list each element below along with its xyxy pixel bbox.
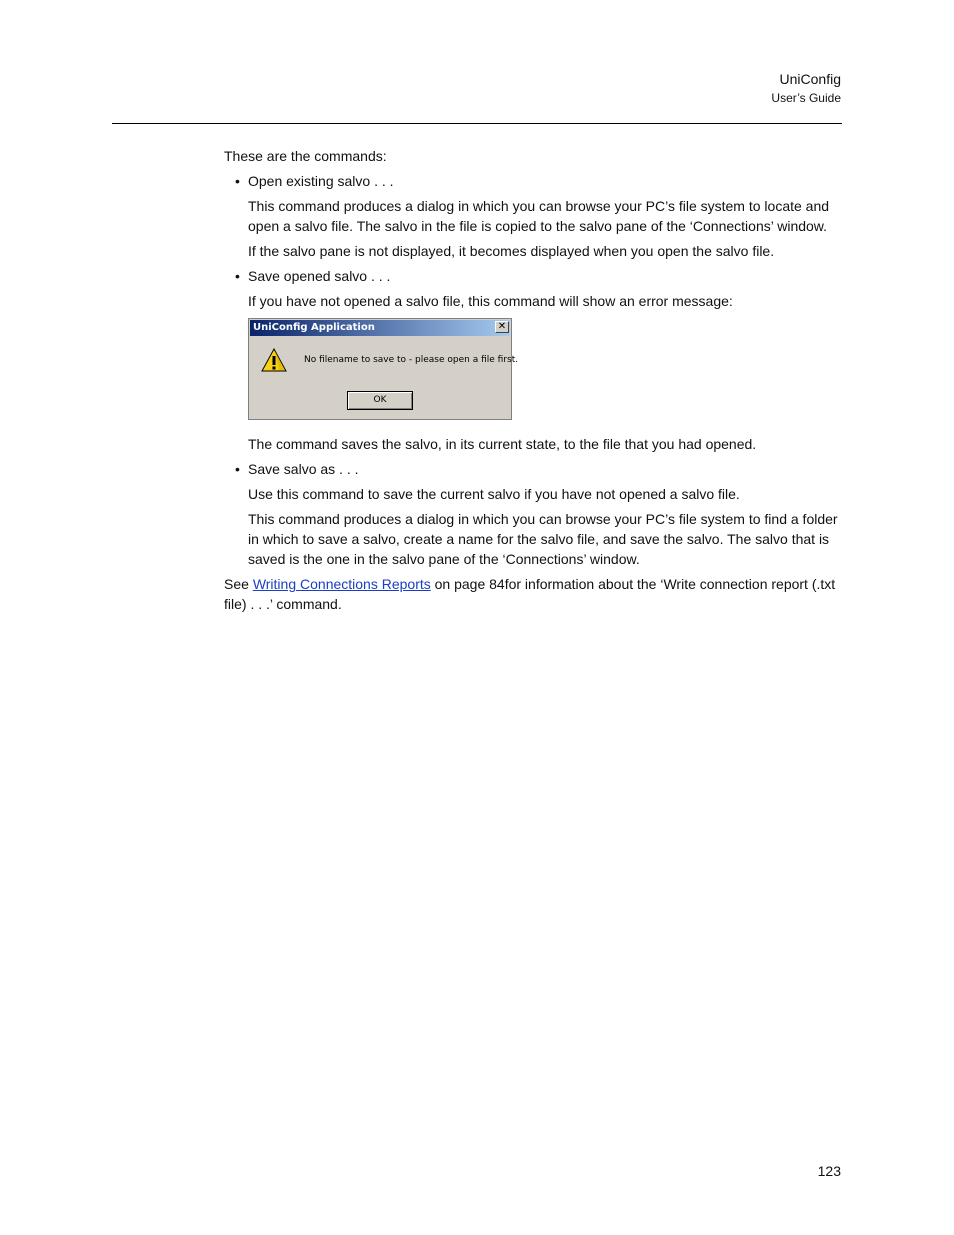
dialog-message: No filename to save to - please open a file first. xyxy=(304,355,519,365)
list-item-save-salvo-as xyxy=(235,459,844,479)
paragraph: If you have not opened a salvo file, this command will show an error message: xyxy=(248,293,733,309)
writing-connections-reports-link[interactable]: Writing Connections Reports xyxy=(252,576,431,592)
bullet-glyph: • xyxy=(235,173,240,189)
error-dialog-screenshot xyxy=(248,318,519,420)
list-item-label: Open existing salvo . . . xyxy=(248,173,394,189)
intro-text: These are the commands: xyxy=(224,148,387,164)
header-rule xyxy=(112,123,842,124)
list-item-open-existing-salvo xyxy=(235,171,844,191)
see-also-paragraph xyxy=(224,574,844,614)
page-number: 123 xyxy=(817,1163,841,1179)
list-item-label: Save salvo as . . . xyxy=(248,461,359,477)
dialog-close-button[interactable]: ✕ xyxy=(495,321,509,333)
dialog-ok-button[interactable]: OK xyxy=(347,391,413,410)
warning-icon xyxy=(261,347,287,373)
paragraph: This command produces a dialog in which you can browse your PC’s file system to find a folder in which to save a salvo, create a name for the salvo file, and save the salvo. The salvo that is saved is the one in the salvo pane of the ‘Connections’ window. xyxy=(248,511,838,567)
list-item-save-opened-salvo xyxy=(235,266,844,286)
paragraph: Use this command to save the current salvo if you have not opened a salvo file. xyxy=(248,486,740,502)
main-content xyxy=(224,146,844,619)
dialog-title: UniConfig Application xyxy=(253,322,375,333)
paragraph: This command produces a dialog in which you can browse your PC’s file system to locate and open a salvo file. The salvo in the file is copied to the salvo pane of the ‘Connections’ window. xyxy=(248,198,830,234)
running-header xyxy=(771,70,841,107)
see-also-prefix: See xyxy=(224,576,253,592)
dialog-titlebar xyxy=(250,320,510,336)
list-item-label: Save opened salvo . . . xyxy=(248,268,391,284)
bullet-glyph: • xyxy=(235,461,240,477)
see-also-suffix: on page 84for information about the ‘Write connection report (.txt file) . . .’ command. xyxy=(224,576,836,612)
paragraph: If the salvo pane is not displayed, it becomes displayed when you open the salvo file. xyxy=(248,243,775,259)
header-guide-name: User’s Guide xyxy=(771,91,841,105)
header-product-name: UniConfig xyxy=(779,71,841,87)
bullet-glyph: • xyxy=(235,268,240,284)
paragraph: The command saves the salvo, in its current state, to the file that you had opened. xyxy=(248,436,757,452)
